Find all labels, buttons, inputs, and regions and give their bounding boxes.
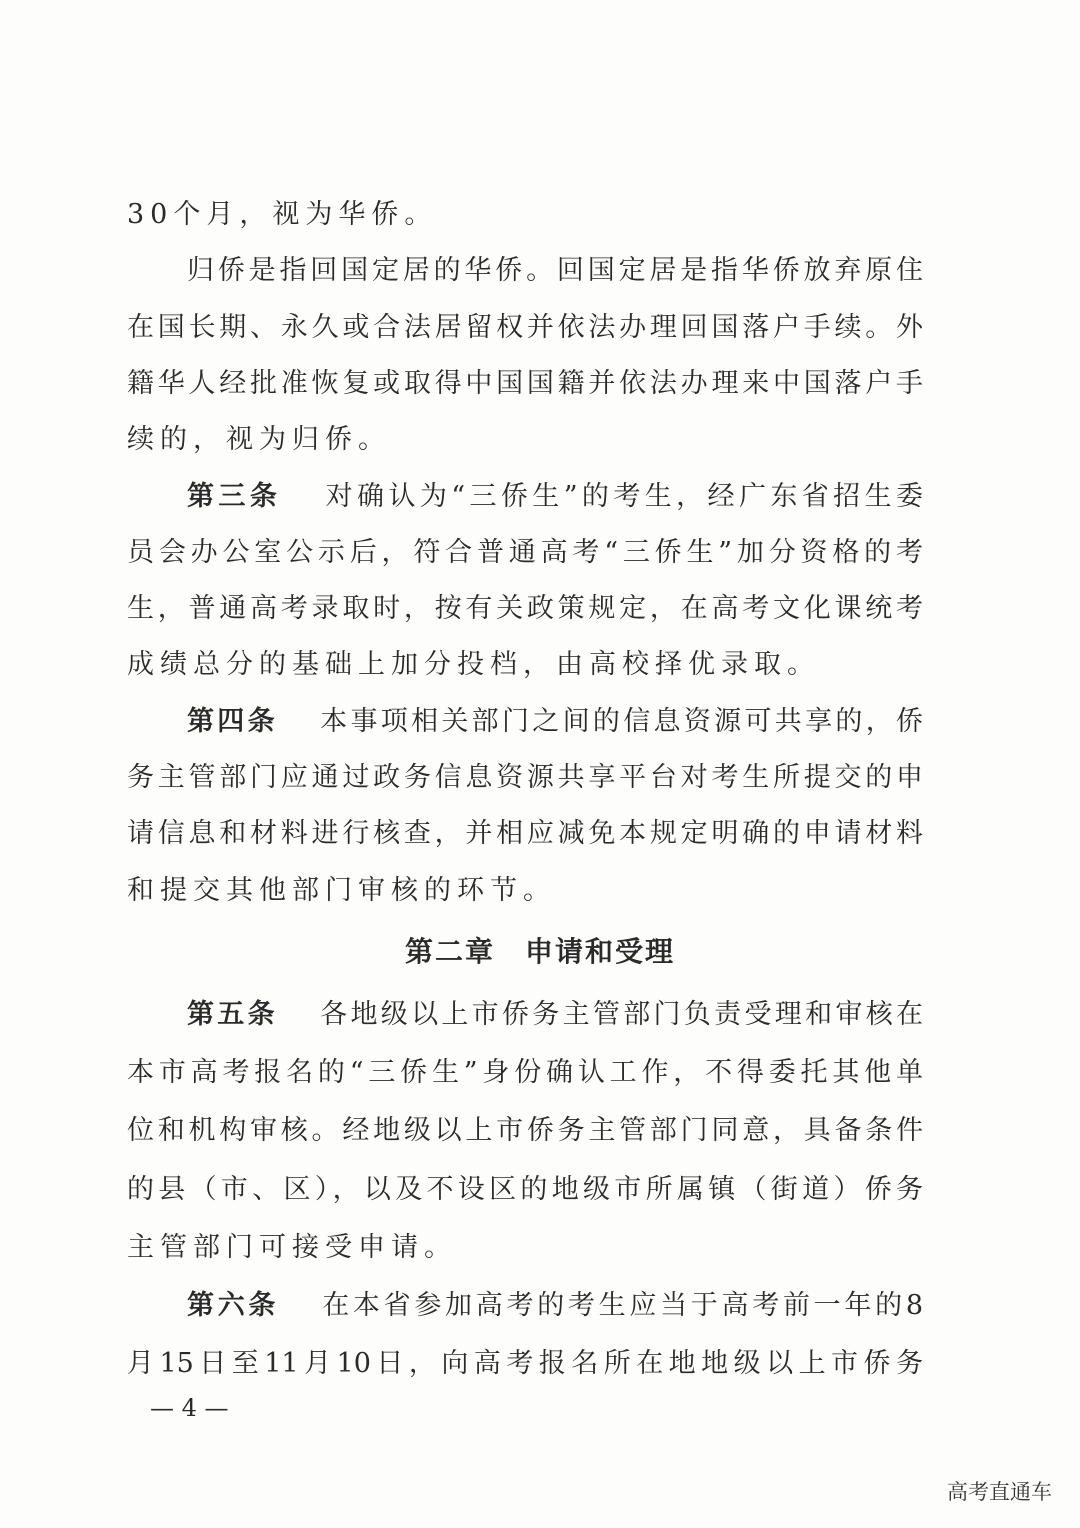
article-number: 第三条	[187, 480, 282, 512]
line-text: 归侨是指回国定居的华侨。回国定居是指华侨放弃原住	[187, 255, 923, 287]
line-text: 本事项相关部门之间的信息资源可共享的，侨	[320, 705, 924, 737]
line-text: 籍华人经批准恢复或取得中国国籍并依法办理来中国落户手	[127, 367, 923, 399]
text-line	[127, 1173, 923, 1207]
text-line	[127, 874, 923, 908]
line-text: 的县（市、区），以及不设区的地级市所属镇（街道）侨务	[127, 1173, 923, 1205]
text-line	[187, 1289, 923, 1323]
text-line	[127, 423, 923, 457]
line-text: 各地级以上市侨务主管部门负责受理和审核在	[320, 999, 924, 1030]
text-line	[187, 254, 923, 288]
line-text: 对确认为“三侨生”的考生，经广东省招生委	[325, 480, 924, 512]
line-text: 在本省参加高考的考生应当于高考前一年的8	[322, 1290, 923, 1321]
article-number: 第六条	[187, 1290, 280, 1321]
article-number: 第四条	[187, 705, 278, 737]
watermark: 高考直通车	[947, 1480, 1052, 1504]
line-text: 月15日至11月10日，向高考报名所在地地级以上市侨务	[127, 1348, 923, 1380]
text-line	[127, 1114, 923, 1148]
text-line	[127, 198, 923, 232]
text-line	[127, 311, 923, 345]
text-line	[127, 1056, 923, 1090]
text-line	[187, 705, 923, 739]
article-number: 第五条	[187, 999, 278, 1030]
chapter-heading: 第二章 申请和受理	[404, 935, 675, 968]
line-text: 和提交其他部门审核的环节。	[127, 874, 556, 906]
line-text: 30个月，视为华侨。	[127, 199, 438, 230]
page-number: — 4 —	[150, 1394, 229, 1422]
line-text: 生，普通高考录取时，按有关政策规定，在高考文化课统考	[127, 593, 923, 625]
line-text: 员会办公室公示后，符合普通高考“三侨生”加分资格的考	[127, 536, 923, 568]
text-line	[127, 367, 923, 401]
text-line	[127, 592, 923, 626]
text-line	[127, 648, 923, 682]
text-line	[127, 761, 923, 795]
line-text: 续的，视为归侨。	[127, 424, 391, 456]
line-text: 本市高考报名的“三侨生”身份确认工作，不得委托其他单	[127, 1057, 923, 1089]
line-text: 主管部门可接受申请。	[127, 1231, 457, 1263]
text-line	[187, 998, 923, 1032]
text-line	[127, 1347, 923, 1381]
line-text: 成绩总分的基础上加分投档，由高校择优录取。	[127, 649, 820, 681]
line-text: 位和机构审核。经地级以上市侨务主管部门同意，具备条件	[127, 1115, 923, 1147]
text-line	[127, 1231, 923, 1265]
text-line	[187, 480, 923, 514]
line-text: 务主管部门应通过政务信息资源共享平台对考生所提交的申	[127, 762, 923, 793]
text-line	[127, 817, 923, 851]
text-line	[127, 536, 923, 570]
line-text: 请信息和材料进行核查，并相应减免本规定明确的申请材料	[127, 818, 923, 850]
line-text: 在国长期、永久或合法居留权并依法办理回国落户手续。外	[127, 311, 923, 343]
